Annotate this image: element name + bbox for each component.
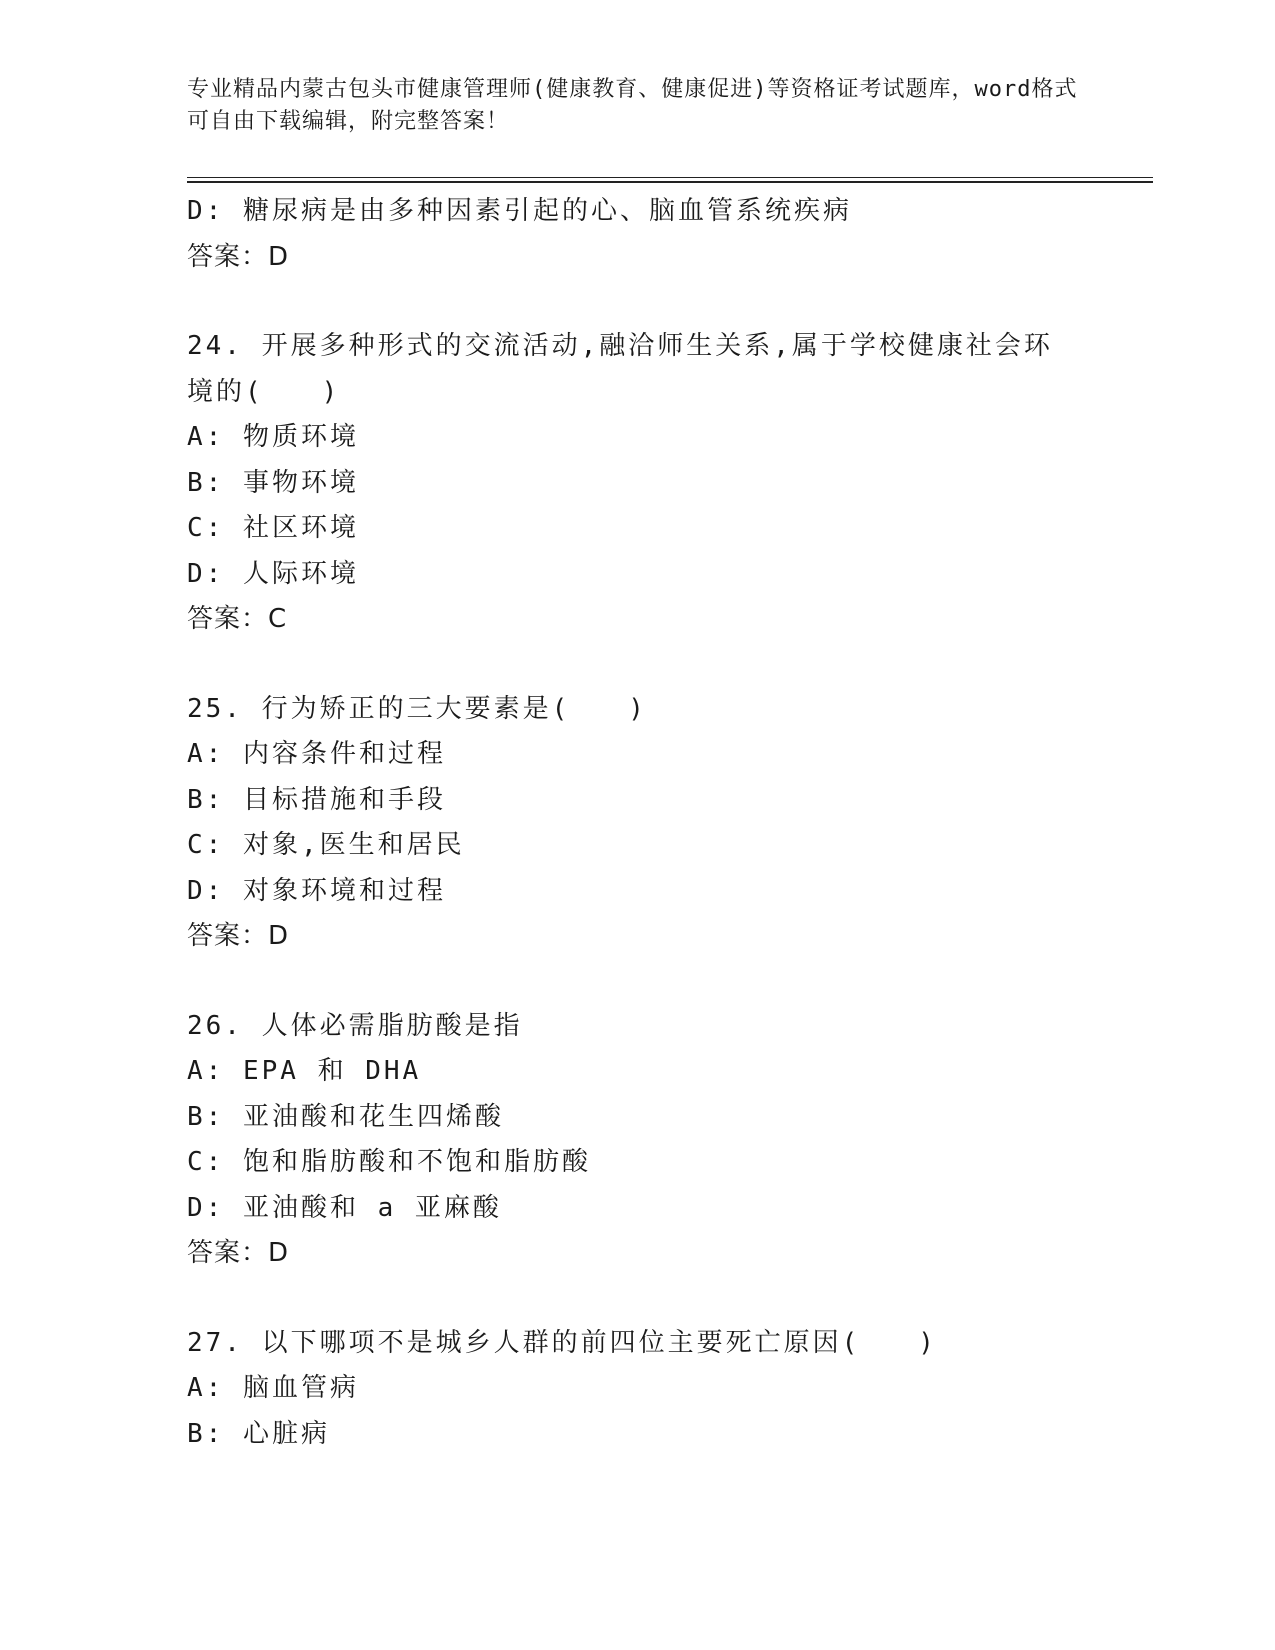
question-list: [187, 189, 1087, 1457]
option-b: B: 事物环境: [187, 467, 359, 498]
answer: 答案：C: [187, 604, 288, 634]
header-divider-thin: [187, 177, 1153, 178]
option-a: A: 物质环境: [187, 422, 359, 452]
question-stem: 26. 人体必需脂肪酸是指: [187, 1010, 523, 1041]
header-divider-thick: [187, 181, 1153, 183]
option-d: D: 对象环境和过程: [187, 875, 446, 906]
question-27: [187, 1321, 1087, 1458]
answer-prev: 答案：D: [187, 241, 290, 272]
answer: 答案：D: [187, 921, 290, 951]
option-d-prev: D: 糖尿病是由多种因素引起的心、脑血管系统疾病: [187, 196, 852, 226]
document-header: 专业精品内蒙古包头市健康管理师(健康教育、健康促进)等资格证考试题库，word格式可自由下载编辑，附完整答案！: [187, 77, 1078, 134]
option-c: C: 饱和脂肪酸和不饱和脂肪酸: [187, 1147, 591, 1177]
answer: 答案：D: [187, 1238, 290, 1268]
option-c: C: 社区环境: [187, 513, 359, 543]
option-b: B: 心脏病: [187, 1418, 330, 1449]
question-stem: 24. 开展多种形式的交流活动,融洽师生关系,属于学校健康社会环境的( ): [187, 331, 1053, 407]
question-stem: 27. 以下哪项不是城乡人群的前四位主要死亡原因( ): [187, 1327, 937, 1358]
option-a: A: 内容条件和过程: [187, 739, 446, 769]
option-d: D: 亚油酸和 a 亚麻酸: [187, 1192, 502, 1223]
option-d: D: 人际环境: [187, 558, 359, 589]
option-b: B: 目标措施和手段: [187, 784, 446, 815]
option-a: A: EPA 和 DHA: [187, 1056, 422, 1086]
question-25: [187, 687, 1087, 960]
option-c: C: 对象,医生和居民: [187, 830, 465, 860]
question-24: [187, 324, 1087, 643]
question-stem: 25. 行为矫正的三大要素是( ): [187, 693, 647, 724]
option-a: A: 脑血管病: [187, 1373, 359, 1403]
question-26: [187, 1004, 1087, 1277]
option-b: B: 亚油酸和花生四烯酸: [187, 1101, 504, 1132]
